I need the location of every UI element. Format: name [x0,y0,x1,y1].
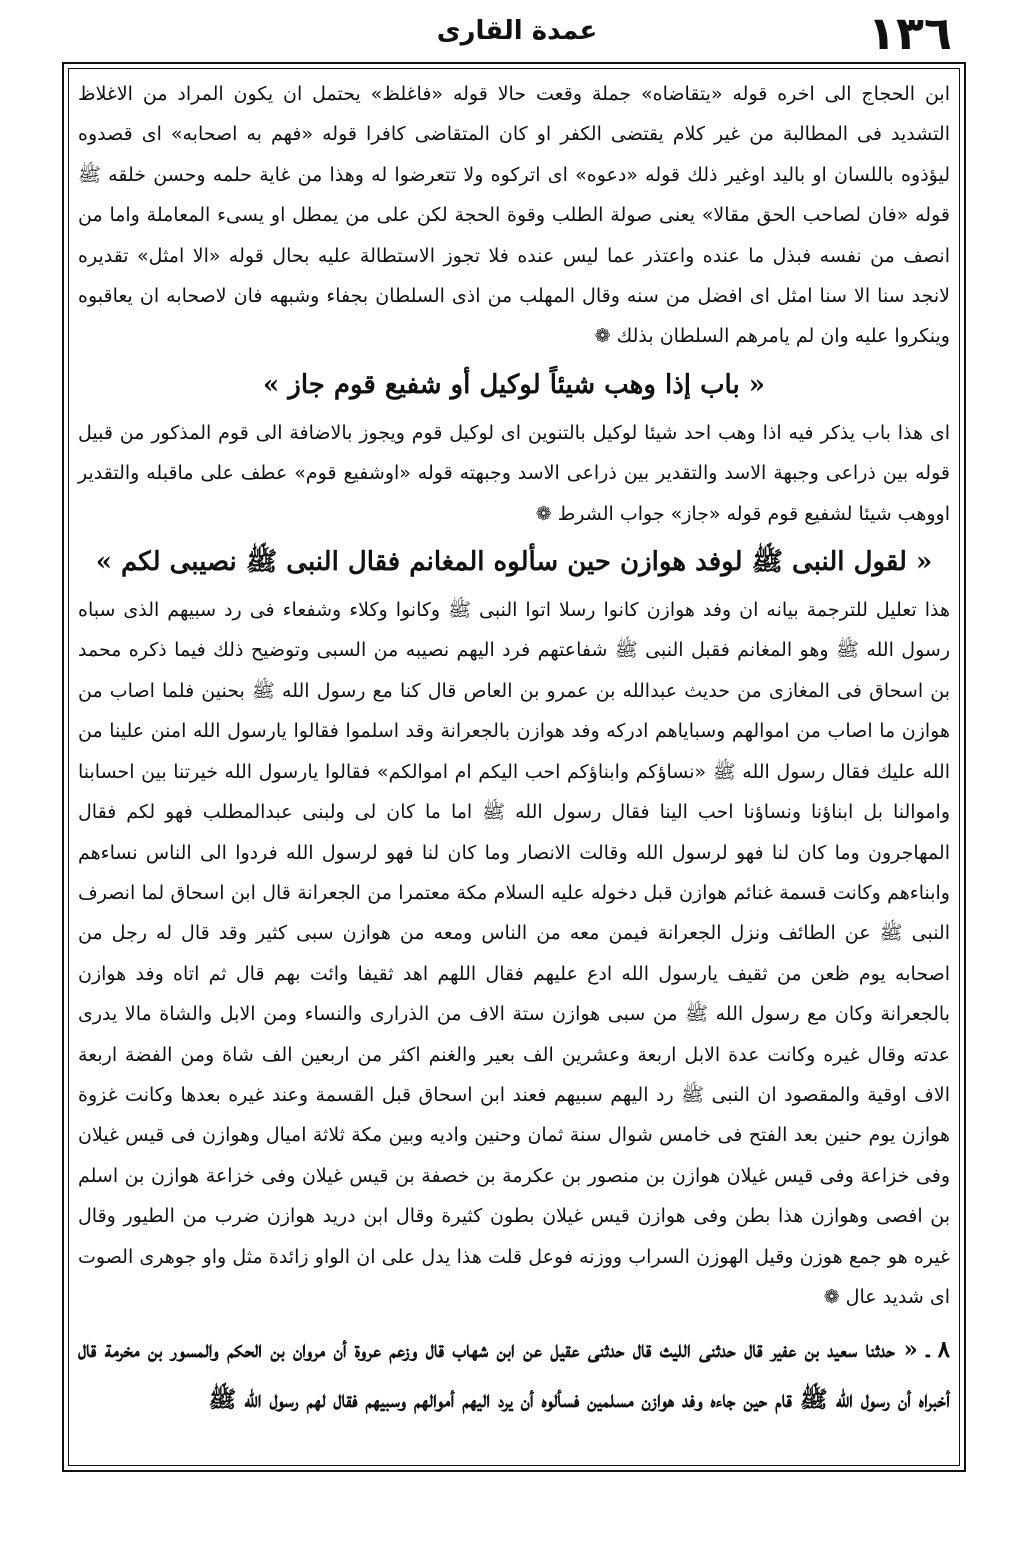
chapter-heading-1: « باب إذا وهب شيئاً لوكيل أو شفيع قوم جاز » [262,369,766,400]
opening-paragraph: ابن الحجاج الى اخره قوله «يتقاضاه» جملة وقعت حالا قوله «فاغلظ» يحتمل ان يكون المراد من الاغلاظ التشديد فى المطالبة من غير كلام يقتضى الكفر او كان المتقاضى كافرا قوله «فهم به اصحابه» اى قصدوه ليؤذوه باللسان او باليد اوغير ذلك قوله «دعوه» اى اتركوه ولا تتعرضوا له وهذا من غاية حلمه وحسن خلقه ﷺ قوله «فان لصاحب الحق مقالا» يعنى صولة الطلب وقوة الحجة لكن على من يمطل او يسىء المعاملة واما من انصف من نفسه فبذل ما عنده واعتذر عما ليس عنده فلا تجوز الاستطالة عليه بحال قوله «الا امثل» تقديره لانجد سنا الا سنا امثل اى افضل من سنه وقال المهلب من اذى السلطان بجفاء وشبهه فان لاصحابه ان يعاقبوه وينكروا عليه وان لم يامرهم السلطان بذلك ❁ [78,83,950,348]
page-number: ١٣٦ [867,6,952,60]
chapter-commentary-2: هذا تعليل للترجمة بيانه ان وفد هوازن كانوا رسلا اتوا النبى ﷺ وكانوا وكلاء وشفعاء فى رد سبيهم الذى سباه رسول الله ﷺ وهو المغانم فقبل النبى ﷺ شفاعتهم فرد اليهم نصيبه من السبى وتوضيح ذلك فيما ذكره محمد بن اسحاق فى المغازى من حديث عبدالله بن عمرو بن العاص قال كنا مع رسول الله ﷺ بحنين فلما اصاب من هوازن ما اصاب من اموالهم وسباياهم ادركه وفد هوازن بالجعرانة وقد اسلموا فقالوا يارسول الله امنن علينا من الله عليك فقال رسول الله ﷺ «نساؤكم وابناؤكم احب اليكم ام اموالكم» فقالوا يارسول الله خيرتنا بين احسابنا واموالنا بل ابناؤنا ونساؤنا احب الينا فقال رسول الله ﷺ اما ما كان لى ولبنى عبدالمطلب فهو لكم فقال المهاجرون وما كان لنا فهو لرسول الله وقالت الانصار وما كان لنا فهو لرسول الله فردوا الى الناس نساءهم وابناءهم وكانت قسمة غنائم هوازن قبل دخوله عليه السلام مكة معتمرا من الجعرانة قال ابن اسحاق لما انصرف النبى ﷺ عن الطائف ونزل الجعرانة فيمن معه من الناس ومعه من هوازن سبى كثير وقد قال له رجل من اصحابه يوم ظعن من ثقيف يارسول الله ادع عليهم فقال اللهم اهد ثقيفا وائت بهم قال ثم اتاه وفد هوازن بالجعرانة وكان مع رسول الله ﷺ من سبى هوازن ستة الاف من الذرارى والنساء ومن الابل والشاة مالا يدرى عدته وقال غيره وكانت عدة الابل اربعة وعشرين الف بعير والغنم اكثر من اربعين الف شاة ومن الفضة اربعة الاف اوقية والمقصود ان النبى ﷺ رد اليهم سبيهم فعند ابن اسحاق قبل القسمة وعند غيره بعدها وكانت غزوة هوازن يوم حنين بعد الفتح فى خامس شوال سنة ثمان وحنين واديه وبين مكة ثلاثة اميال وهوازن فى قيس غيلان وفى خزاعة وفى قيس غيلان هوازن بن منصور بن عكرمة بن خصفة بن قيس غيلان وفى خزاعة هوازن بن اسلم بن افصى وهوازن هذا بطن وفى هوازن قيس غيلان بطون كثيرة وقال ابن دريد هوازن ضرب من الطيور وقال غيره هو جمع هوزن وقيل الهوزن السراب ووزنه فوعل قلت هذا يدل على ان الواو زائدة مثل واو جوهرى الصوت اى شديد عال ❁ [78,599,950,1308]
hadith-body: « حدثنا سعيد بن عفير قال حدثنى الليث قال حدثنى عقيل عن ابن شهاب قال وزعم عروة أن مروان بن الحكم والمسور بن مخرمة قال أخبراه أن رسول الله ﷺ قام حين جاءه وفد هوازن مسلمين فسألوه أن يرد اليهم أموالهم وسبيهم فقال لهم رسول الله ﷺ [78,1336,950,1414]
running-title: عمدة القارى [436,16,598,46]
chapter-commentary-1: اى هذا باب يذكر فيه اذا وهب احد شيئا لوكيل بالتنوين اى لوكيل قوم ويجوز بالاضافة الى قوم المذكور من قبيل قوله بين ذراعى وجبهة الاسد والتقدير بين ذراعى الاسد وجبهته قوله «اوشفيع قوم» عطف على ماقبله والتقدير اووهب شيئا لشفيع قوم قوله «جاز» جواب الشرط ❁ [78,421,950,525]
hadith-number: ٨ [937,1336,951,1364]
page-content [78,74,950,1462]
hadith-text: ٨ ـ « حدثنا سعيد بن عفير قال حدثنى الليث قال حدثنى عقيل عن ابن شهاب قال وزعم عروة أن مروان بن الحكم والمسور بن مخرمة قال أخبراه أن رسول الله ﷺ قام حين جاءه وفد هوازن مسلمين فسألوه أن يرد اليهم أموالهم وسبيهم فقال لهم رسول الله ﷺ [78,1336,951,1414]
text-frame [62,62,966,1472]
page-header [62,8,972,64]
chapter-heading-2: « لقول النبى ﷺ لوفد هوازن حين سألوه المغانم فقال النبى ﷺ نصيبى لكم » [95,547,933,578]
